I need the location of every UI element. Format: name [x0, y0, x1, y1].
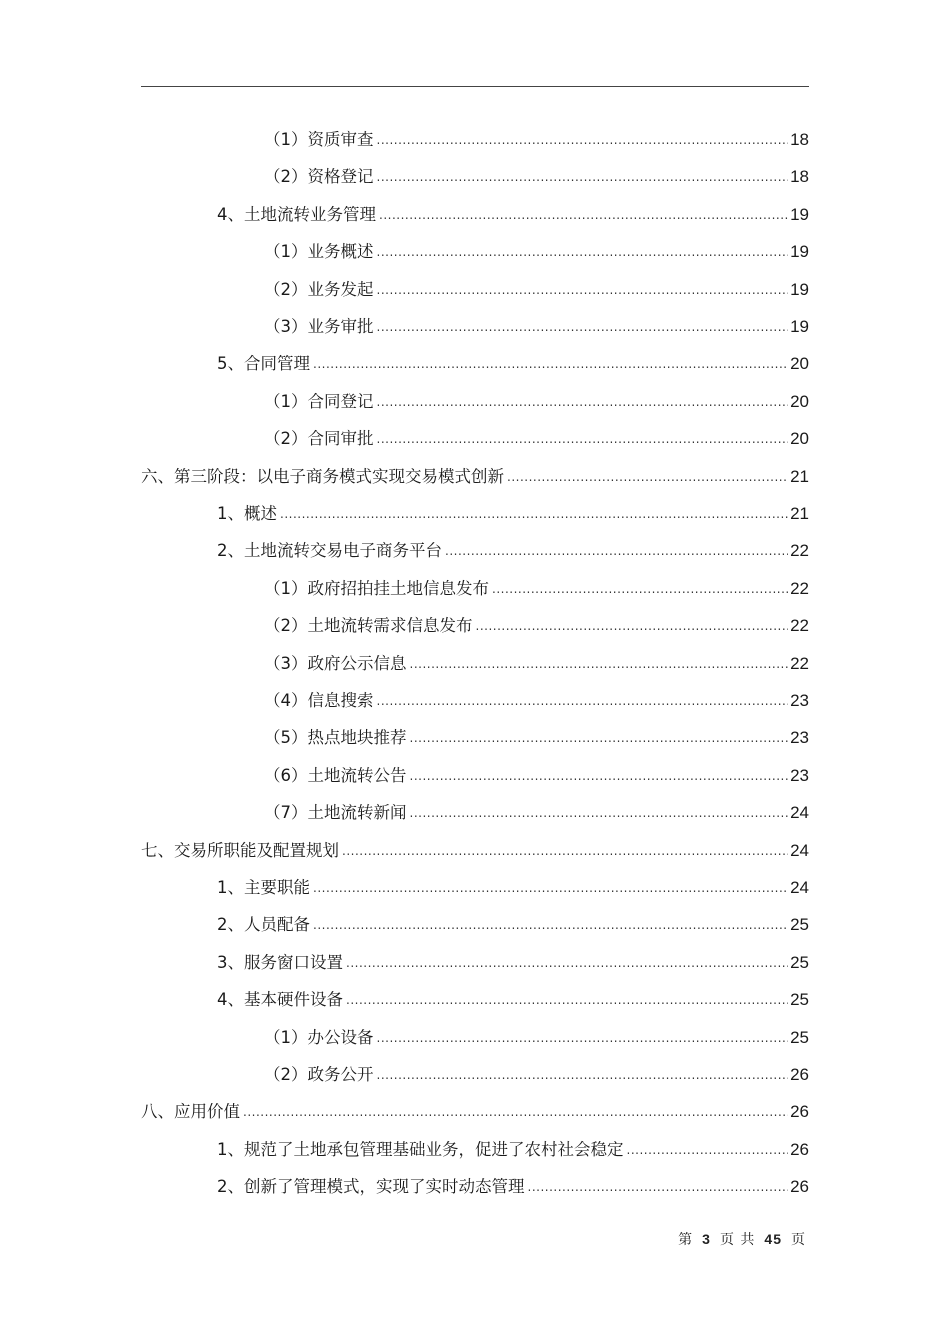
- toc-page-number: 24: [790, 878, 809, 897]
- footer-middle: 页 共: [719, 1232, 756, 1248]
- toc-page-number: 24: [790, 841, 809, 860]
- toc-entry-title: 2、人员配备: [217, 915, 310, 934]
- toc-page-number: 26: [790, 1140, 809, 1159]
- toc-entry-title: （1）业务概述: [264, 242, 374, 261]
- toc-page-number: 22: [790, 654, 809, 673]
- toc-dot-leader: [528, 1181, 789, 1193]
- toc-page-number: 20: [790, 392, 809, 411]
- toc-page-number: 26: [790, 1177, 809, 1196]
- toc-page-number: 19: [790, 242, 809, 261]
- toc-entry-title: （2）政务公开: [264, 1065, 374, 1084]
- toc-entry-title: 4、土地流转业务管理: [217, 205, 376, 224]
- toc-entry[interactable]: [264, 674, 809, 711]
- footer-total-pages: 45: [764, 1231, 782, 1247]
- toc-entry[interactable]: [141, 824, 809, 861]
- toc-dot-leader: [346, 994, 788, 1006]
- toc-entry[interactable]: [264, 562, 809, 599]
- toc-dot-leader: [377, 1069, 789, 1081]
- toc-entry[interactable]: [264, 412, 809, 449]
- header-rule: [141, 86, 809, 87]
- toc-page-number: 21: [790, 467, 809, 486]
- toc-entry[interactable]: [264, 711, 809, 748]
- toc-entry[interactable]: [141, 1085, 809, 1122]
- toc-entry[interactable]: [264, 300, 809, 337]
- toc-entry[interactable]: [264, 599, 809, 636]
- toc-page-number: 25: [790, 1028, 809, 1047]
- toc-entry-title: （3）政府公示信息: [264, 654, 407, 673]
- toc-page-number: 23: [790, 691, 809, 710]
- toc-page-number: 26: [790, 1065, 809, 1084]
- toc-page-number: 18: [790, 130, 809, 149]
- toc-entry-title: （5）热点地块推荐: [264, 728, 407, 747]
- toc-entry[interactable]: [264, 375, 809, 412]
- toc-entry-title: （6）土地流转公告: [264, 766, 407, 785]
- toc-page-number: 21: [790, 504, 809, 523]
- footer-suffix: 页: [791, 1232, 806, 1248]
- toc-page-number: 22: [790, 616, 809, 635]
- toc-page-number: 24: [790, 803, 809, 822]
- toc-dot-leader: [342, 845, 788, 857]
- toc-page-number: 19: [790, 317, 809, 336]
- toc-entry-title: 1、主要职能: [217, 878, 310, 897]
- toc-entry[interactable]: [264, 1048, 809, 1085]
- toc-page-number: 25: [790, 953, 809, 972]
- toc-dot-leader: [410, 658, 789, 670]
- toc-dot-leader: [377, 284, 789, 296]
- toc-entry-title: 3、服务窗口设置: [217, 953, 343, 972]
- toc-entry[interactable]: [217, 524, 809, 561]
- toc-entry[interactable]: [217, 936, 809, 973]
- toc-entry-title: 1、规范了土地承包管理基础业务，促进了农村社会稳定: [217, 1140, 624, 1159]
- toc-dot-leader: [377, 321, 789, 333]
- toc-entry[interactable]: [264, 637, 809, 674]
- toc-dot-leader: [445, 545, 788, 557]
- toc-entry-title: 2、土地流转交易电子商务平台: [217, 541, 442, 560]
- toc-dot-leader: [377, 171, 789, 183]
- toc-page-number: 25: [790, 990, 809, 1009]
- toc-dot-leader: [379, 209, 788, 221]
- toc-dot-leader: [627, 1144, 789, 1156]
- toc-page-number: 22: [790, 541, 809, 560]
- toc-entry[interactable]: [217, 973, 809, 1010]
- toc-dot-leader: [313, 882, 788, 894]
- toc-dot-leader: [507, 471, 788, 483]
- toc-entry[interactable]: [264, 786, 809, 823]
- toc-page-number: 19: [790, 280, 809, 299]
- toc-entry-title: （1）合同登记: [264, 392, 374, 411]
- toc-entry-title: （1）政府招拍挂土地信息发布: [264, 579, 489, 598]
- toc-entry[interactable]: [264, 263, 809, 300]
- toc-dot-leader: [243, 1106, 788, 1118]
- toc-entry[interactable]: [217, 188, 809, 225]
- toc-entry[interactable]: [264, 113, 809, 150]
- footer-current-page: 3: [702, 1231, 711, 1247]
- toc-page-number: 22: [790, 579, 809, 598]
- toc-entry[interactable]: [264, 150, 809, 187]
- toc-dot-leader: [476, 620, 789, 632]
- toc-dot-leader: [280, 508, 788, 520]
- toc-entry-title: 1、概述: [217, 504, 277, 523]
- toc-page-number: 25: [790, 915, 809, 934]
- toc-page-number: 26: [790, 1102, 809, 1121]
- toc-page-number: 23: [790, 728, 809, 747]
- toc-entry-title: （1）办公设备: [264, 1028, 374, 1047]
- toc-dot-leader: [377, 1032, 789, 1044]
- toc-entry-title: （4）信息搜索: [264, 691, 374, 710]
- toc-dot-leader: [410, 732, 789, 744]
- toc-entry-title: 八、应用价值: [141, 1102, 240, 1121]
- toc-dot-leader: [377, 695, 789, 707]
- toc-entry-title: （3）业务审批: [264, 317, 374, 336]
- toc-entry[interactable]: [217, 861, 809, 898]
- toc-entry-title: （7）土地流转新闻: [264, 803, 407, 822]
- toc-dot-leader: [492, 583, 788, 595]
- toc-entry[interactable]: [217, 487, 809, 524]
- toc-entry-title: （2）土地流转需求信息发布: [264, 616, 473, 635]
- toc-page-number: 20: [790, 354, 809, 373]
- toc-entry[interactable]: [141, 450, 809, 487]
- toc-entry-title: （2）合同审批: [264, 429, 374, 448]
- toc-entry[interactable]: [217, 1160, 809, 1197]
- toc-entry-title: （1）资质审查: [264, 130, 374, 149]
- toc-entry-title: （2）业务发起: [264, 280, 374, 299]
- toc-dot-leader: [377, 396, 789, 408]
- toc-dot-leader: [313, 358, 788, 370]
- toc-entry[interactable]: [264, 749, 809, 786]
- page-footer: [675, 1229, 809, 1249]
- toc-dot-leader: [313, 919, 788, 931]
- toc-page-number: 19: [790, 205, 809, 224]
- toc-entry-title: 2、创新了管理模式，实现了实时动态管理: [217, 1177, 525, 1196]
- toc-entry[interactable]: [217, 898, 809, 935]
- toc-entry-title: 4、基本硬件设备: [217, 990, 343, 1009]
- toc-dot-leader: [410, 807, 789, 819]
- toc-entry-title: 六、第三阶段：以电子商务模式实现交易模式创新: [141, 467, 504, 486]
- toc-dot-leader: [377, 134, 789, 146]
- toc-entry[interactable]: [264, 225, 809, 262]
- toc-dot-leader: [410, 770, 789, 782]
- toc-entry-title: 5、合同管理: [217, 354, 310, 373]
- toc-entry[interactable]: [264, 1011, 809, 1048]
- footer-prefix: 第: [678, 1232, 694, 1248]
- toc-page-number: 20: [790, 429, 809, 448]
- toc-dot-leader: [346, 957, 788, 969]
- toc-entry-title: （2）资格登记: [264, 167, 374, 186]
- toc-page-number: 23: [790, 766, 809, 785]
- toc-dot-leader: [377, 246, 789, 258]
- toc-entry-title: 七、交易所职能及配置规划: [141, 841, 339, 860]
- toc-dot-leader: [377, 433, 789, 445]
- toc-entry[interactable]: [217, 337, 809, 374]
- toc-page-number: 18: [790, 167, 809, 186]
- toc-entry[interactable]: [217, 1123, 809, 1160]
